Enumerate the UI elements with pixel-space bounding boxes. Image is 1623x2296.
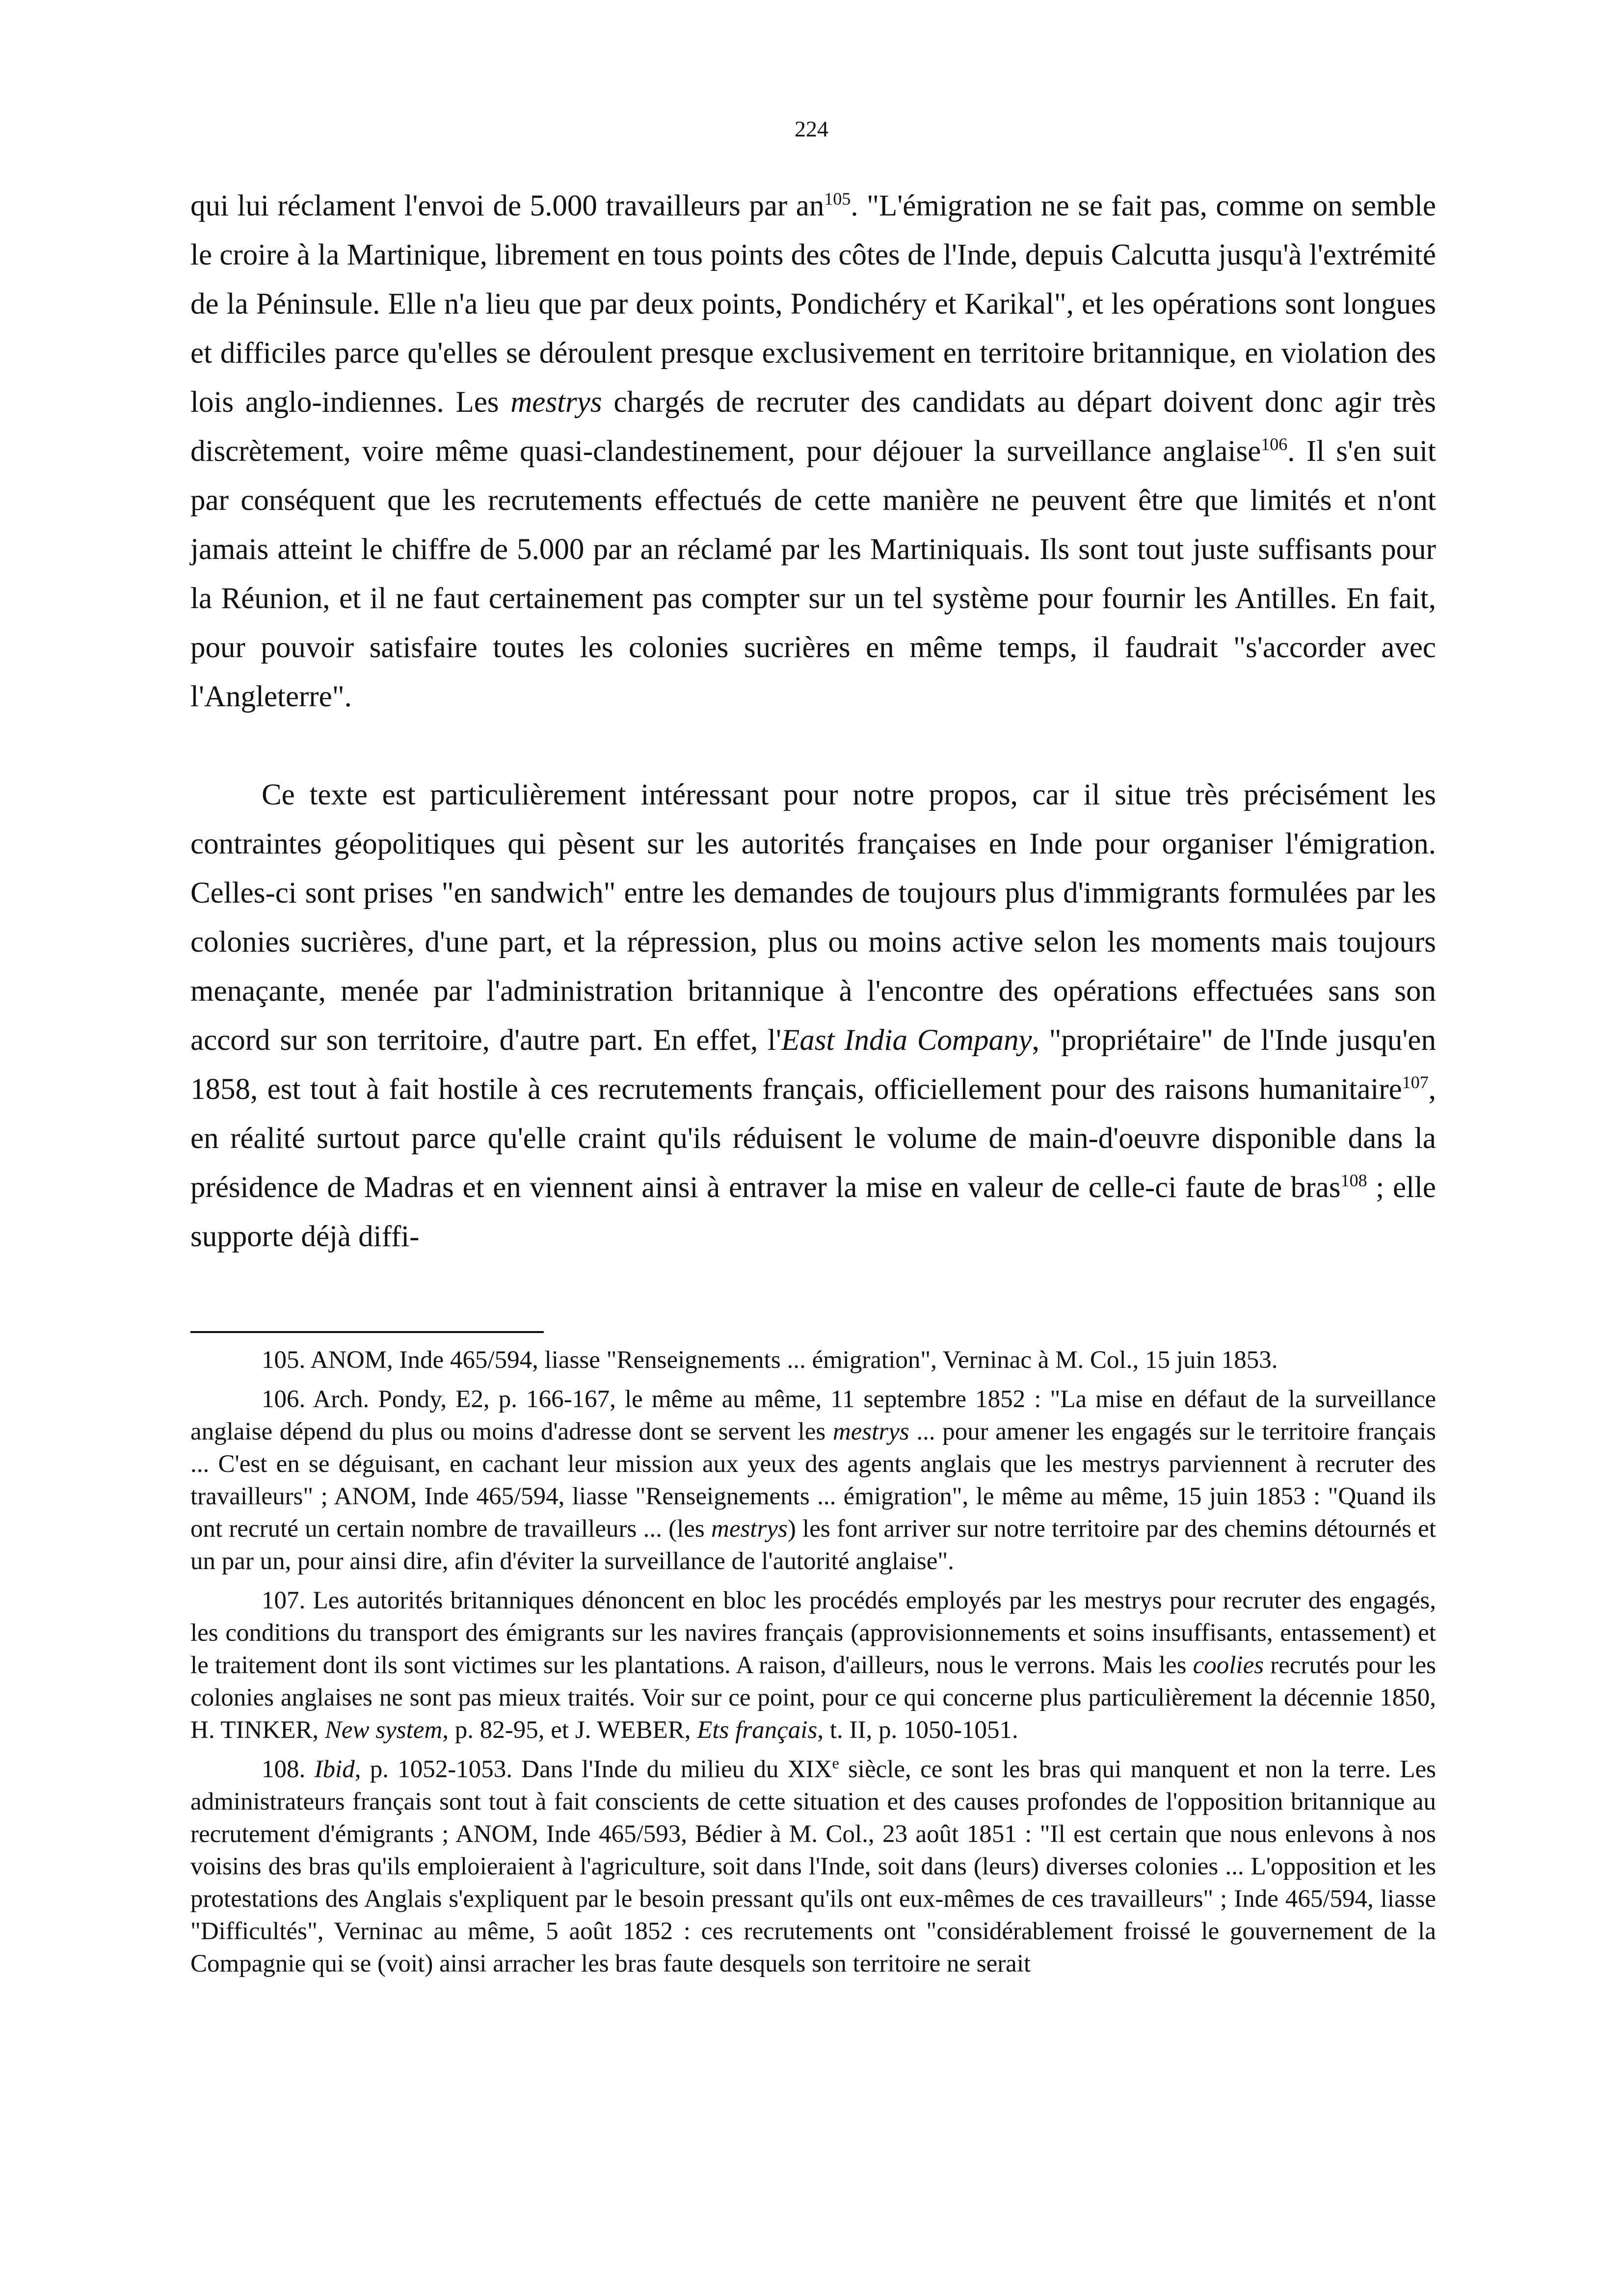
text-run: 108. <box>262 1756 315 1783</box>
text-run: . "L'émigration ne se fait pas, comme on semble le croire à la Martinique, librement en tous points des côtes de l'Inde, depuis Calcutta jusqu'à l'extrémité de la Péninsule. Elle n'a lieu que par deux points, Pondichéry et Karikal", et les opérations sont longues et difficiles parce qu'elles se déroulent presque exclusivement en territoire britannique, en violation des lois anglo-indiennes. Les <box>190 189 1436 419</box>
italic-text: mestrys <box>711 1515 788 1543</box>
footnote-107 <box>190 1584 1436 1746</box>
text-run: 107. Les autorités britanniques dénoncent en bloc les procédés employés par les mestrys pour recruter des engagés, les conditions du transport des émigrants sur les navires français (approvisionnements et soins insuffisants, entassement) et le traitement dont ils sont victimes sur les plantations. A raison, d'ailleurs, nous le verrons. Mais les <box>190 1587 1436 1679</box>
body-text <box>190 182 1436 1261</box>
superscript: e <box>832 1754 839 1772</box>
text-run: qui lui réclament l'envoi de 5.000 travailleurs par an <box>190 189 825 222</box>
italic-text: New system <box>324 1716 443 1744</box>
text-run: , p. 1052-1053. Dans l'Inde du milieu du XIX <box>354 1756 832 1783</box>
text-run: siècle, ce sont les bras qui manquent et non la terre. Les administrateurs français sont tout à fait conscients de cette situation et des causes profondes de l'opposition britannique au recrutement d'émigrants ; ANOM, Inde 465/593, Bédier à M. Col., 23 août 1851 : "Il est certain que nous enlevons à nos voisins des bras qu'ils emploieraient à l'agriculture, soit dans l'Inde, soit dans (leurs) diverses colonies ... L'opposition et les protestations des Anglais s'expliquent par le besoin pressant qu'ils ont eux-mêmes de ces travailleurs" ; Inde 465/594, liasse "Difficultés", Verninac au même, 5 août 1852 : ces recrutements ont "considérablement froissé le gouvernement de la Compagnie qui se (voit) ainsi arracher les bras faute desquels son territoire ne serait <box>190 1756 1437 1977</box>
footnote-separator <box>190 1331 544 1333</box>
text-run: chargés de recruter des candidats au départ doivent donc agir très discrètement, voire même quasi-clandestinement, pour déjouer la surveillance anglaise <box>190 386 1436 468</box>
footnote-108 <box>190 1753 1436 1980</box>
italic-text: East India Company <box>781 1024 1032 1057</box>
italic-text: mestrys <box>832 1418 909 1445</box>
text-run: , "propriétaire" de l'Inde jusqu'en 1858, est tout à fait hostile à ces recrutements français, officiellement pour des raisons humanitaire <box>190 1024 1436 1106</box>
page-number: 224 <box>795 116 828 141</box>
text-run: ... pour amener les engagés sur le territoire français ... C'est en se déguisant, en cachant leur mission aux yeux des agents anglais que les mestrys parviennent à recruter des travailleurs" ; ANOM, Inde 465/594, liasse "Renseignements ... émigration", le même au même, 15 juin 1853 : "Quand ils ont recruté un certain nombre de travailleurs ... (les <box>190 1418 1436 1543</box>
italic-text: coolies <box>1193 1652 1264 1679</box>
footnote-106 <box>190 1383 1436 1577</box>
text-run: 106. Arch. Pondy, E2, p. 166-167, le même au même, 11 septembre 1852 : "La mise en défaut de la surveillance anglaise dépend du plus ou moins d'adresse dont se servent les <box>190 1386 1436 1445</box>
text-run: , p. 82-95, et J. WEBER, <box>442 1716 697 1744</box>
text-run: , en réalité surtout parce qu'elle craint qu'ils réduisent le volume de main-d'oeuvre disponible dans la présidence de Madras et en viennent ainsi à entraver la mise en valeur de celle-ci faute de bras <box>190 1073 1436 1204</box>
footnote-ref: 108 <box>1340 1171 1367 1190</box>
footnote-ref: 107 <box>1402 1072 1429 1092</box>
footnote-105 <box>190 1344 1436 1376</box>
paragraph-1 <box>190 182 1436 721</box>
text-run: Ce texte est particulièrement intéressant pour notre propos, car il situe très précisément les contraintes géopolitiques qui pèsent sur les autorités françaises en Inde pour organiser l'émigration. Celles-ci sont prises "en sandwich" entre les demandes de toujours plus d'immigrants formulées par les colonies sucrières, d'une part, et la répression, plus ou moins active selon les moments mais toujours menaçante, menée par l'administration britannique à l'encontre des opérations effectuées sans son accord sur son territoire, d'autre part. En effet, l' <box>190 778 1436 1057</box>
footnote-ref: 105 <box>824 189 851 209</box>
italic-text: mestrys <box>510 386 602 419</box>
text-run: . Il s'en suit par conséquent que les recrutements effectués de cette manière ne peuvent être que limités et n'ont jamais atteint le chiffre de 5.000 par an réclamé par les Martiniquais. Ils sont tout juste suffisants pour la Réunion, et il ne faut certainement pas compter sur un tel système pour fournir les Antilles. En fait, pour pouvoir satisfaire toutes les colonies sucrières en même temps, il faudrait "s'accorder avec l'Angleterre". <box>190 435 1437 713</box>
text-run: 105. ANOM, Inde 465/594, liasse "Renseignements ... émigration", Verninac à M. Col., 15 juin 1853. <box>262 1346 1278 1374</box>
paragraph-2 <box>190 771 1436 1261</box>
italic-text: Ibid <box>314 1756 355 1783</box>
footnotes <box>190 1344 1436 1987</box>
text-run: ; elle supporte déjà diffi- <box>190 1171 1436 1253</box>
footnote-ref: 106 <box>1261 434 1288 454</box>
text-run: recrutés pour les colonies anglaises ne sont pas mieux traités. Voir sur ce point, pour ce qui concerne plus particulièrement la décennie 1850, H. TINKER, <box>190 1652 1436 1744</box>
text-run: , t. II, p. 1050-1051. <box>817 1716 1018 1744</box>
italic-text: Ets français <box>697 1716 818 1744</box>
text-run: ) les font arriver sur notre territoire par des chemins détournés et un par un, pour ainsi dire, afin d'éviter la surveillance de l'autorité anglaise". <box>190 1515 1436 1575</box>
